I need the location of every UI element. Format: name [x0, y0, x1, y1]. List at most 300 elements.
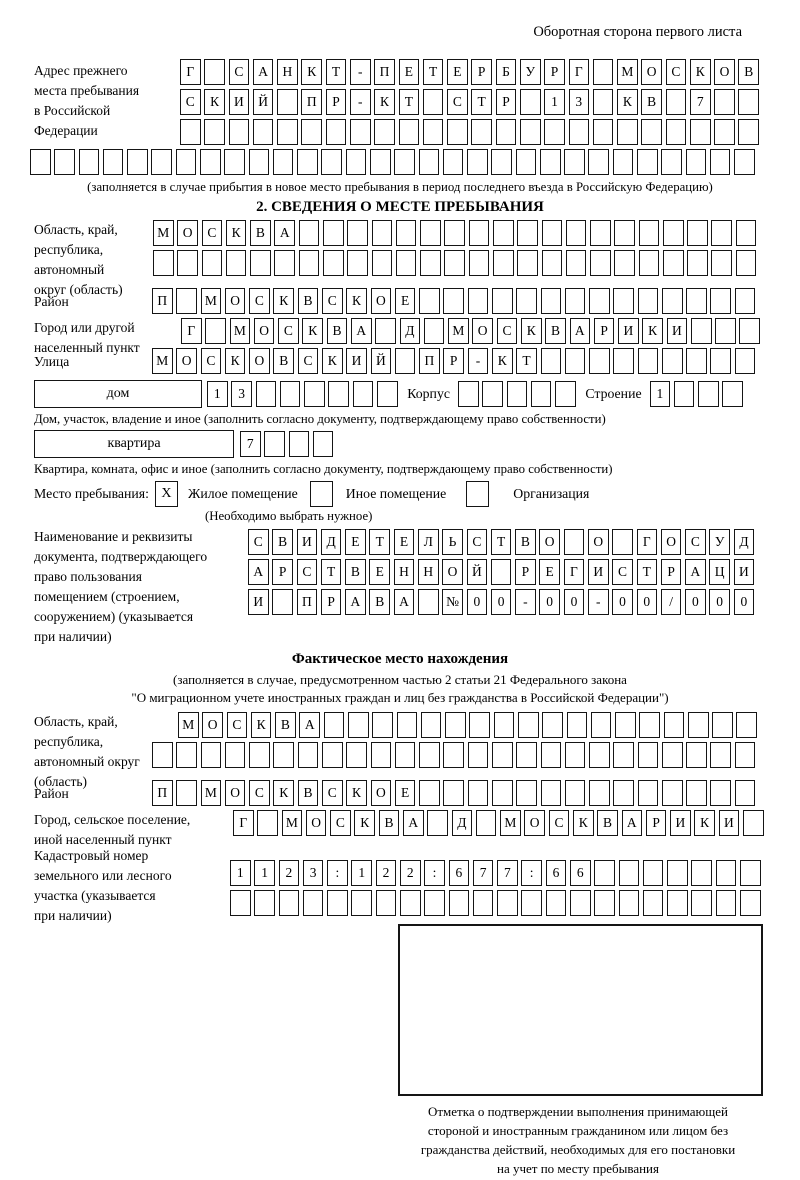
- char-cell[interactable]: В: [345, 559, 366, 585]
- char-cell[interactable]: [712, 712, 733, 738]
- char-cell[interactable]: Г: [637, 529, 658, 555]
- char-cell[interactable]: Й: [371, 348, 392, 374]
- char-cell[interactable]: [722, 381, 743, 407]
- char-cell[interactable]: [420, 250, 441, 276]
- char-cell[interactable]: В: [379, 810, 400, 836]
- char-cell[interactable]: [638, 348, 659, 374]
- char-cell[interactable]: [736, 250, 757, 276]
- char-cell[interactable]: [323, 220, 344, 246]
- char-cell[interactable]: [225, 742, 246, 768]
- char-cell[interactable]: [517, 220, 538, 246]
- char-cell[interactable]: С: [248, 529, 269, 555]
- char-cell[interactable]: [375, 318, 396, 344]
- char-cell[interactable]: [516, 780, 537, 806]
- char-cell[interactable]: С: [201, 348, 222, 374]
- char-cell[interactable]: 0: [467, 589, 488, 615]
- char-cell[interactable]: С: [322, 780, 343, 806]
- char-cell[interactable]: [423, 119, 444, 145]
- char-cell[interactable]: О: [202, 712, 223, 738]
- char-cell[interactable]: [639, 712, 660, 738]
- char-cell[interactable]: [619, 860, 640, 886]
- char-cell[interactable]: [735, 348, 756, 374]
- char-cell[interactable]: [298, 742, 319, 768]
- char-cell[interactable]: [639, 250, 660, 276]
- char-cell[interactable]: 0: [612, 589, 633, 615]
- char-cell[interactable]: [328, 381, 349, 407]
- char-cell[interactable]: [396, 220, 417, 246]
- char-cell[interactable]: [546, 890, 567, 916]
- char-cell[interactable]: [638, 288, 659, 314]
- char-cell[interactable]: М: [201, 780, 222, 806]
- char-cell[interactable]: [662, 780, 683, 806]
- char-cell[interactable]: [177, 250, 198, 276]
- char-cell[interactable]: [444, 250, 465, 276]
- char-cell[interactable]: [619, 890, 640, 916]
- char-cell[interactable]: [458, 381, 479, 407]
- char-cell[interactable]: Ц: [709, 559, 730, 585]
- char-cell[interactable]: И: [297, 529, 318, 555]
- char-cell[interactable]: Т: [369, 529, 390, 555]
- char-cell[interactable]: С: [447, 89, 468, 115]
- char-cell[interactable]: 0: [539, 589, 560, 615]
- char-cell[interactable]: О: [249, 348, 270, 374]
- char-cell[interactable]: [372, 220, 393, 246]
- char-cell[interactable]: С: [249, 288, 270, 314]
- char-cell[interactable]: [540, 149, 561, 175]
- char-cell[interactable]: Г: [180, 59, 201, 85]
- char-cell[interactable]: А: [570, 318, 591, 344]
- char-cell[interactable]: И: [670, 810, 691, 836]
- char-cell[interactable]: [711, 250, 732, 276]
- char-cell[interactable]: [492, 288, 513, 314]
- char-cell[interactable]: [687, 250, 708, 276]
- char-cell[interactable]: [482, 381, 503, 407]
- char-cell[interactable]: [230, 890, 251, 916]
- char-cell[interactable]: [666, 89, 687, 115]
- char-cell[interactable]: [443, 288, 464, 314]
- char-cell[interactable]: [565, 780, 586, 806]
- char-cell[interactable]: [256, 381, 277, 407]
- char-cell[interactable]: [469, 250, 490, 276]
- char-cell[interactable]: [201, 742, 222, 768]
- char-cell[interactable]: [686, 288, 707, 314]
- char-cell[interactable]: С: [549, 810, 570, 836]
- char-cell[interactable]: [740, 890, 761, 916]
- char-cell[interactable]: [420, 220, 441, 246]
- char-cell[interactable]: Е: [447, 59, 468, 85]
- char-cell[interactable]: К: [204, 89, 225, 115]
- char-cell[interactable]: В: [272, 529, 293, 555]
- char-cell[interactable]: О: [714, 59, 735, 85]
- char-cell[interactable]: С: [330, 810, 351, 836]
- char-cell[interactable]: [516, 742, 537, 768]
- char-cell[interactable]: И: [719, 810, 740, 836]
- char-cell[interactable]: 0: [637, 589, 658, 615]
- char-cell[interactable]: М: [448, 318, 469, 344]
- char-cell[interactable]: [736, 220, 757, 246]
- char-cell[interactable]: [204, 119, 225, 145]
- char-cell[interactable]: 2: [400, 860, 421, 886]
- char-cell[interactable]: [493, 250, 514, 276]
- char-cell[interactable]: [662, 742, 683, 768]
- char-cell[interactable]: [738, 89, 759, 115]
- char-cell[interactable]: [638, 780, 659, 806]
- char-cell[interactable]: [520, 89, 541, 115]
- char-cell[interactable]: А: [394, 589, 415, 615]
- char-cell[interactable]: О: [524, 810, 545, 836]
- char-cell[interactable]: 6: [546, 860, 567, 886]
- char-cell[interactable]: В: [250, 220, 271, 246]
- char-cell[interactable]: С: [497, 318, 518, 344]
- char-cell[interactable]: 7: [240, 431, 261, 457]
- char-cell[interactable]: [516, 288, 537, 314]
- char-cell[interactable]: [710, 780, 731, 806]
- char-cell[interactable]: [639, 220, 660, 246]
- char-cell[interactable]: В: [327, 318, 348, 344]
- char-cell[interactable]: [735, 780, 756, 806]
- char-cell[interactable]: [686, 742, 707, 768]
- char-cell[interactable]: Т: [471, 89, 492, 115]
- char-cell[interactable]: [589, 742, 610, 768]
- char-cell[interactable]: [180, 119, 201, 145]
- char-cell[interactable]: [497, 890, 518, 916]
- char-cell[interactable]: Р: [515, 559, 536, 585]
- char-cell[interactable]: 0: [734, 589, 755, 615]
- char-cell[interactable]: [372, 712, 393, 738]
- char-cell[interactable]: А: [299, 712, 320, 738]
- char-cell[interactable]: [321, 149, 342, 175]
- char-cell[interactable]: В: [597, 810, 618, 836]
- char-cell[interactable]: [103, 149, 124, 175]
- char-cell[interactable]: [204, 59, 225, 85]
- char-cell[interactable]: А: [351, 318, 372, 344]
- char-cell[interactable]: [346, 149, 367, 175]
- char-cell[interactable]: К: [322, 348, 343, 374]
- char-cell[interactable]: [591, 712, 612, 738]
- char-cell[interactable]: К: [492, 348, 513, 374]
- char-cell[interactable]: [493, 220, 514, 246]
- char-cell[interactable]: [254, 890, 275, 916]
- char-cell[interactable]: [468, 780, 489, 806]
- char-cell[interactable]: [492, 780, 513, 806]
- char-cell[interactable]: 7: [497, 860, 518, 886]
- char-cell[interactable]: [476, 810, 497, 836]
- char-cell[interactable]: [612, 529, 633, 555]
- char-cell[interactable]: :: [327, 860, 348, 886]
- char-cell[interactable]: [273, 149, 294, 175]
- char-cell[interactable]: [424, 318, 445, 344]
- char-cell[interactable]: О: [539, 529, 560, 555]
- char-cell[interactable]: [738, 119, 759, 145]
- char-cell[interactable]: [445, 712, 466, 738]
- char-cell[interactable]: [542, 220, 563, 246]
- char-cell[interactable]: [613, 288, 634, 314]
- char-cell[interactable]: В: [298, 780, 319, 806]
- char-cell[interactable]: [327, 890, 348, 916]
- char-cell[interactable]: 2: [279, 860, 300, 886]
- char-cell[interactable]: 0: [564, 589, 585, 615]
- char-cell[interactable]: О: [371, 780, 392, 806]
- char-cell[interactable]: [399, 119, 420, 145]
- char-cell[interactable]: Р: [326, 89, 347, 115]
- char-cell[interactable]: [423, 89, 444, 115]
- char-cell[interactable]: О: [225, 288, 246, 314]
- char-cell[interactable]: /: [661, 589, 682, 615]
- char-cell[interactable]: -: [468, 348, 489, 374]
- char-cell[interactable]: [594, 860, 615, 886]
- char-cell[interactable]: 1: [650, 381, 671, 407]
- char-cell[interactable]: Р: [544, 59, 565, 85]
- char-cell[interactable]: [564, 149, 585, 175]
- char-cell[interactable]: А: [685, 559, 706, 585]
- char-cell[interactable]: К: [251, 712, 272, 738]
- char-cell[interactable]: [686, 348, 707, 374]
- char-cell[interactable]: :: [521, 860, 542, 886]
- char-cell[interactable]: [372, 250, 393, 276]
- char-cell[interactable]: -: [350, 59, 371, 85]
- char-cell[interactable]: [662, 348, 683, 374]
- char-cell[interactable]: Т: [423, 59, 444, 85]
- char-cell[interactable]: [541, 348, 562, 374]
- char-cell[interactable]: [567, 712, 588, 738]
- char-cell[interactable]: О: [641, 59, 662, 85]
- char-cell[interactable]: И: [667, 318, 688, 344]
- char-cell[interactable]: 0: [685, 589, 706, 615]
- char-cell[interactable]: И: [618, 318, 639, 344]
- char-cell[interactable]: [541, 742, 562, 768]
- char-cell[interactable]: Б: [496, 59, 517, 85]
- char-cell[interactable]: [226, 250, 247, 276]
- char-cell[interactable]: [323, 250, 344, 276]
- char-cell[interactable]: О: [661, 529, 682, 555]
- char-cell[interactable]: О: [371, 288, 392, 314]
- char-cell[interactable]: И: [229, 89, 250, 115]
- char-cell[interactable]: [279, 890, 300, 916]
- char-cell[interactable]: К: [273, 780, 294, 806]
- char-cell[interactable]: [492, 742, 513, 768]
- char-cell[interactable]: К: [354, 810, 375, 836]
- char-cell[interactable]: К: [301, 59, 322, 85]
- char-cell[interactable]: 1: [254, 860, 275, 886]
- char-cell[interactable]: [507, 381, 528, 407]
- char-cell[interactable]: П: [152, 780, 173, 806]
- char-cell[interactable]: К: [374, 89, 395, 115]
- char-cell[interactable]: [419, 288, 440, 314]
- char-cell[interactable]: Г: [233, 810, 254, 836]
- char-cell[interactable]: [229, 119, 250, 145]
- char-cell[interactable]: [594, 890, 615, 916]
- char-cell[interactable]: [176, 780, 197, 806]
- char-cell[interactable]: Е: [395, 780, 416, 806]
- char-cell[interactable]: [531, 381, 552, 407]
- char-cell[interactable]: И: [734, 559, 755, 585]
- char-cell[interactable]: 0: [491, 589, 512, 615]
- char-cell[interactable]: [589, 780, 610, 806]
- char-cell[interactable]: В: [298, 288, 319, 314]
- char-cell[interactable]: М: [178, 712, 199, 738]
- char-cell[interactable]: [516, 149, 537, 175]
- char-cell[interactable]: О: [442, 559, 463, 585]
- char-cell[interactable]: [520, 119, 541, 145]
- char-cell[interactable]: Й: [467, 559, 488, 585]
- char-cell[interactable]: Е: [395, 288, 416, 314]
- char-cell[interactable]: 1: [207, 381, 228, 407]
- char-cell[interactable]: 3: [569, 89, 590, 115]
- char-cell[interactable]: [253, 119, 274, 145]
- char-cell[interactable]: [469, 220, 490, 246]
- char-cell[interactable]: [467, 149, 488, 175]
- char-cell[interactable]: К: [573, 810, 594, 836]
- char-cell[interactable]: [496, 119, 517, 145]
- char-cell[interactable]: [443, 780, 464, 806]
- char-cell[interactable]: [449, 890, 470, 916]
- char-cell[interactable]: [299, 220, 320, 246]
- char-cell[interactable]: К: [273, 288, 294, 314]
- char-cell[interactable]: [54, 149, 75, 175]
- char-cell[interactable]: О: [306, 810, 327, 836]
- char-cell[interactable]: В: [545, 318, 566, 344]
- char-cell[interactable]: [613, 780, 634, 806]
- char-cell[interactable]: Р: [443, 348, 464, 374]
- char-cell[interactable]: [427, 810, 448, 836]
- char-cell[interactable]: [691, 318, 712, 344]
- char-cell[interactable]: [542, 712, 563, 738]
- char-cell[interactable]: [351, 890, 372, 916]
- char-cell[interactable]: [716, 890, 737, 916]
- char-cell[interactable]: [491, 559, 512, 585]
- char-cell[interactable]: [176, 742, 197, 768]
- char-cell[interactable]: К: [225, 348, 246, 374]
- char-cell[interactable]: П: [419, 348, 440, 374]
- char-cell[interactable]: [691, 890, 712, 916]
- char-cell[interactable]: [447, 119, 468, 145]
- char-cell[interactable]: Т: [491, 529, 512, 555]
- char-cell[interactable]: [666, 119, 687, 145]
- char-cell[interactable]: К: [226, 220, 247, 246]
- char-cell[interactable]: 1: [351, 860, 372, 886]
- char-cell[interactable]: [736, 712, 757, 738]
- char-cell[interactable]: С: [202, 220, 223, 246]
- char-cell[interactable]: Р: [661, 559, 682, 585]
- char-cell[interactable]: [468, 742, 489, 768]
- char-cell[interactable]: [395, 348, 416, 374]
- char-cell[interactable]: [322, 742, 343, 768]
- char-cell[interactable]: [617, 119, 638, 145]
- char-cell[interactable]: Н: [418, 559, 439, 585]
- char-cell[interactable]: [200, 149, 221, 175]
- char-cell[interactable]: [394, 149, 415, 175]
- char-cell[interactable]: [277, 119, 298, 145]
- char-cell[interactable]: [377, 381, 398, 407]
- char-cell[interactable]: [202, 250, 223, 276]
- char-cell[interactable]: Г: [569, 59, 590, 85]
- char-cell[interactable]: С: [180, 89, 201, 115]
- char-cell[interactable]: М: [152, 348, 173, 374]
- char-cell[interactable]: [613, 348, 634, 374]
- char-cell[interactable]: [176, 149, 197, 175]
- char-cell[interactable]: Й: [253, 89, 274, 115]
- char-cell[interactable]: [691, 860, 712, 886]
- char-cell[interactable]: А: [403, 810, 424, 836]
- char-cell[interactable]: [710, 149, 731, 175]
- char-cell[interactable]: [348, 712, 369, 738]
- char-cell[interactable]: И: [346, 348, 367, 374]
- char-cell[interactable]: [593, 59, 614, 85]
- char-cell[interactable]: Л: [418, 529, 439, 555]
- char-cell[interactable]: [518, 712, 539, 738]
- char-cell[interactable]: С: [278, 318, 299, 344]
- char-cell[interactable]: [374, 119, 395, 145]
- char-cell[interactable]: [443, 149, 464, 175]
- char-cell[interactable]: [289, 431, 310, 457]
- char-cell[interactable]: П: [152, 288, 173, 314]
- char-cell[interactable]: О: [225, 780, 246, 806]
- char-cell[interactable]: М: [201, 288, 222, 314]
- char-cell[interactable]: [614, 220, 635, 246]
- char-cell[interactable]: [469, 712, 490, 738]
- char-cell[interactable]: [418, 589, 439, 615]
- char-cell[interactable]: [127, 149, 148, 175]
- char-cell[interactable]: М: [617, 59, 638, 85]
- char-cell[interactable]: Н: [277, 59, 298, 85]
- char-cell[interactable]: [444, 220, 465, 246]
- char-cell[interactable]: [419, 742, 440, 768]
- char-cell[interactable]: С: [227, 712, 248, 738]
- char-cell[interactable]: К: [302, 318, 323, 344]
- char-cell[interactable]: [637, 149, 658, 175]
- char-cell[interactable]: [710, 742, 731, 768]
- char-cell[interactable]: :: [424, 860, 445, 886]
- char-cell[interactable]: [734, 149, 755, 175]
- char-cell[interactable]: [347, 250, 368, 276]
- char-cell[interactable]: [593, 119, 614, 145]
- char-cell[interactable]: №: [442, 589, 463, 615]
- char-cell[interactable]: [542, 250, 563, 276]
- char-cell[interactable]: О: [588, 529, 609, 555]
- char-cell[interactable]: В: [273, 348, 294, 374]
- char-cell[interactable]: Н: [394, 559, 415, 585]
- char-cell[interactable]: [277, 89, 298, 115]
- char-cell[interactable]: [740, 860, 761, 886]
- char-cell[interactable]: [396, 250, 417, 276]
- char-cell[interactable]: Т: [516, 348, 537, 374]
- char-cell[interactable]: [661, 149, 682, 175]
- char-cell[interactable]: С: [249, 780, 270, 806]
- char-cell[interactable]: [303, 890, 324, 916]
- char-cell[interactable]: [667, 890, 688, 916]
- char-cell[interactable]: [491, 149, 512, 175]
- char-cell[interactable]: [590, 250, 611, 276]
- char-cell[interactable]: [419, 149, 440, 175]
- char-cell[interactable]: [710, 288, 731, 314]
- char-cell[interactable]: -: [588, 589, 609, 615]
- char-cell[interactable]: [613, 742, 634, 768]
- char-cell[interactable]: В: [515, 529, 536, 555]
- char-cell[interactable]: С: [666, 59, 687, 85]
- char-cell[interactable]: [590, 220, 611, 246]
- char-cell[interactable]: [249, 742, 270, 768]
- char-cell[interactable]: М: [282, 810, 303, 836]
- char-cell[interactable]: С: [322, 288, 343, 314]
- char-cell[interactable]: [471, 119, 492, 145]
- char-cell[interactable]: [347, 220, 368, 246]
- char-cell[interactable]: Е: [399, 59, 420, 85]
- char-cell[interactable]: 2: [376, 860, 397, 886]
- char-cell[interactable]: [443, 742, 464, 768]
- char-cell[interactable]: [714, 89, 735, 115]
- char-cell[interactable]: Т: [326, 59, 347, 85]
- char-cell[interactable]: [544, 119, 565, 145]
